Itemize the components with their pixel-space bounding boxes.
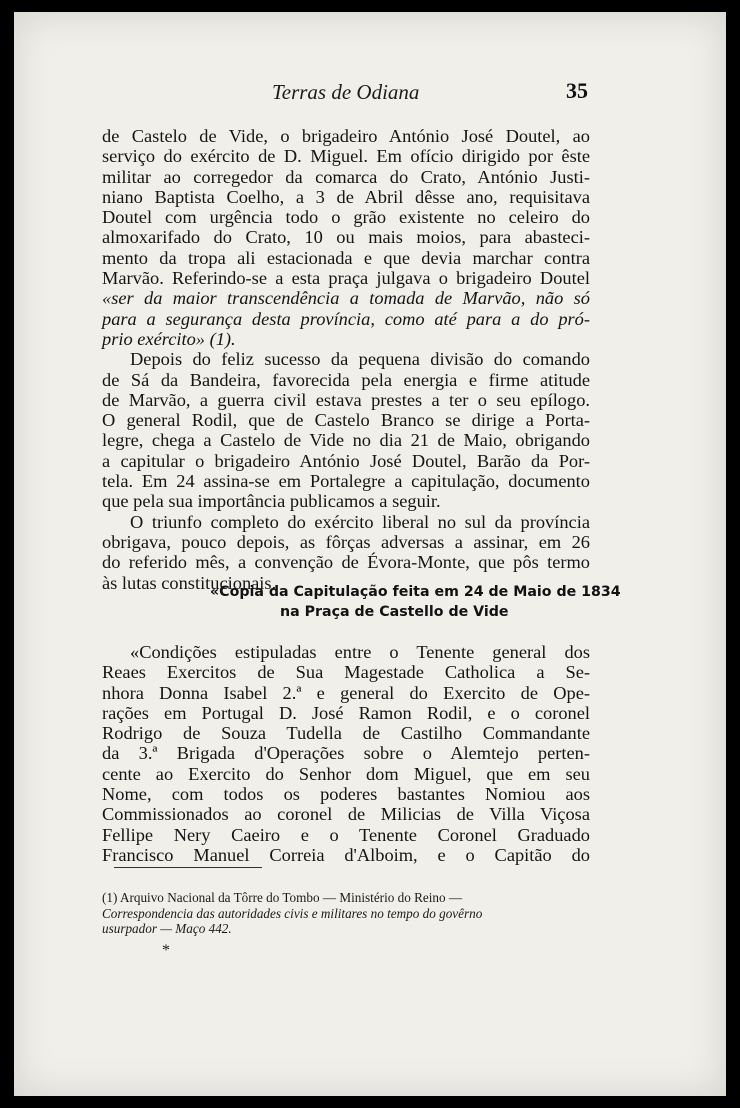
body-line: legre, chega a Castelo de Vide no dia 21 de Maio, obrigando [102,430,590,451]
document-line: Nome, com todos os poderes bastantes Nomiou aos [102,784,590,805]
document-line: nhora Donna Isabel 2.ª e general do Exercito de Ope- [102,682,590,703]
body-line: mento da tropa ali estacionada e que devia marchar contra [102,247,590,268]
document-line: rações em Portugal D. José Ramon Rodil, e o coronel [102,702,590,723]
document-heading-line: na Praça de Castello de Vide [280,604,509,620]
document-line: «Condições estipuladas entre o Tenente general dos [130,642,590,662]
body-line: serviço do exército de D. Miguel. Em ofício dirigido por êste [102,146,590,167]
page-number: 35 [566,78,588,103]
body-line: militar ao corregedor da comarca do Crato, António Justi- [102,166,590,187]
document-line: cente ao Exercito do Senhor dom Miguel, que em seu [102,763,590,784]
document-heading [102,582,634,622]
body-line: que pela sua importância publicamos a seguir. [102,491,441,512]
body-line: de Castelo de Vide, o brigadeiro António José Doutel, ao [102,126,590,146]
body-line: de Sá da Bandeira, favorecida pela energia e firme atitude [102,369,590,390]
footnote-divider [114,867,262,868]
body-line: do referido mês, a convenção de Évora-Monte, que pôs termo [102,552,590,573]
body-line: Doutel com urgência todo o grão existente no celeiro do [102,207,590,228]
body-line: às lutas constitucionais. [102,572,277,593]
document-heading-line: «Copia da Capitulação feita em 24 de Maio de 1834 [210,584,621,600]
body-line: Depois do feliz sucesso da pequena divisão do comando [130,349,590,370]
footnote [102,890,590,937]
signature-mark: * [162,942,170,959]
document-line: Fellipe Nery Caeiro e o Tenente Coronel Graduado [102,824,590,845]
body-text [102,126,590,593]
document-line: Reaes Exercitos de Sua Magestade Catholica a Se- [102,662,590,683]
body-line: a capitular o brigadeiro António José Doutel, Barão da Por- [102,450,590,471]
body-line: O general Rodil, que de Castelo Branco se dirige a Porta- [102,410,590,431]
footnote-line: (1) Arquivo Nacional da Tôrre do Tombo — Ministério do Reino — [102,890,463,905]
document-line: da 3.ª Brigada d'Operações sobre o Alemtejo perten- [102,743,590,764]
body-line: Marvão. Referindo-se a esta praça julgava o brigadeiro Doutel [102,268,590,289]
body-line: niano Baptista Coelho, a 3 de Abril dêsse ano, requisitava [102,186,590,207]
running-header [14,76,726,106]
quote-line: para a segurança desta província, como até para a do pró- [102,308,590,329]
body-line: O triunfo completo do exército liberal no sul da província [130,511,590,532]
quote-line: prio exército» (1). [102,328,236,349]
document-text [102,642,590,865]
quote-line: «ser da maior transcendência a tomada de Marvão, não só [102,288,590,309]
book-page [14,12,726,1096]
document-line: Rodrigo de Souza Tudella de Castilho Commandante [102,723,590,744]
body-line: almoxarifado do Crato, 10 ou mais moios, para abasteci- [102,227,590,248]
body-line: tela. Em 24 assina-se em Portalegre a capitulação, documento [102,471,590,492]
document-line: Francisco Manuel Correia d'Alboim, e o Capitão do [102,844,590,865]
body-line: obrigava, pouco depois, as fôrças adversas a assinar, em 26 [102,531,590,552]
running-title: Terras de Odiana [272,80,420,104]
body-line: de Marvão, a guerra civil estava prestes a ter o seu epílogo. [102,389,590,410]
document-line: Commissionados ao coronel de Milicias de Villa Viçosa [102,804,590,825]
footnote-line: Correspondencia das autoridades civis e militares no tempo do govêrno [102,905,483,921]
footnote-line: usurpador — Maço 442. [102,921,232,936]
